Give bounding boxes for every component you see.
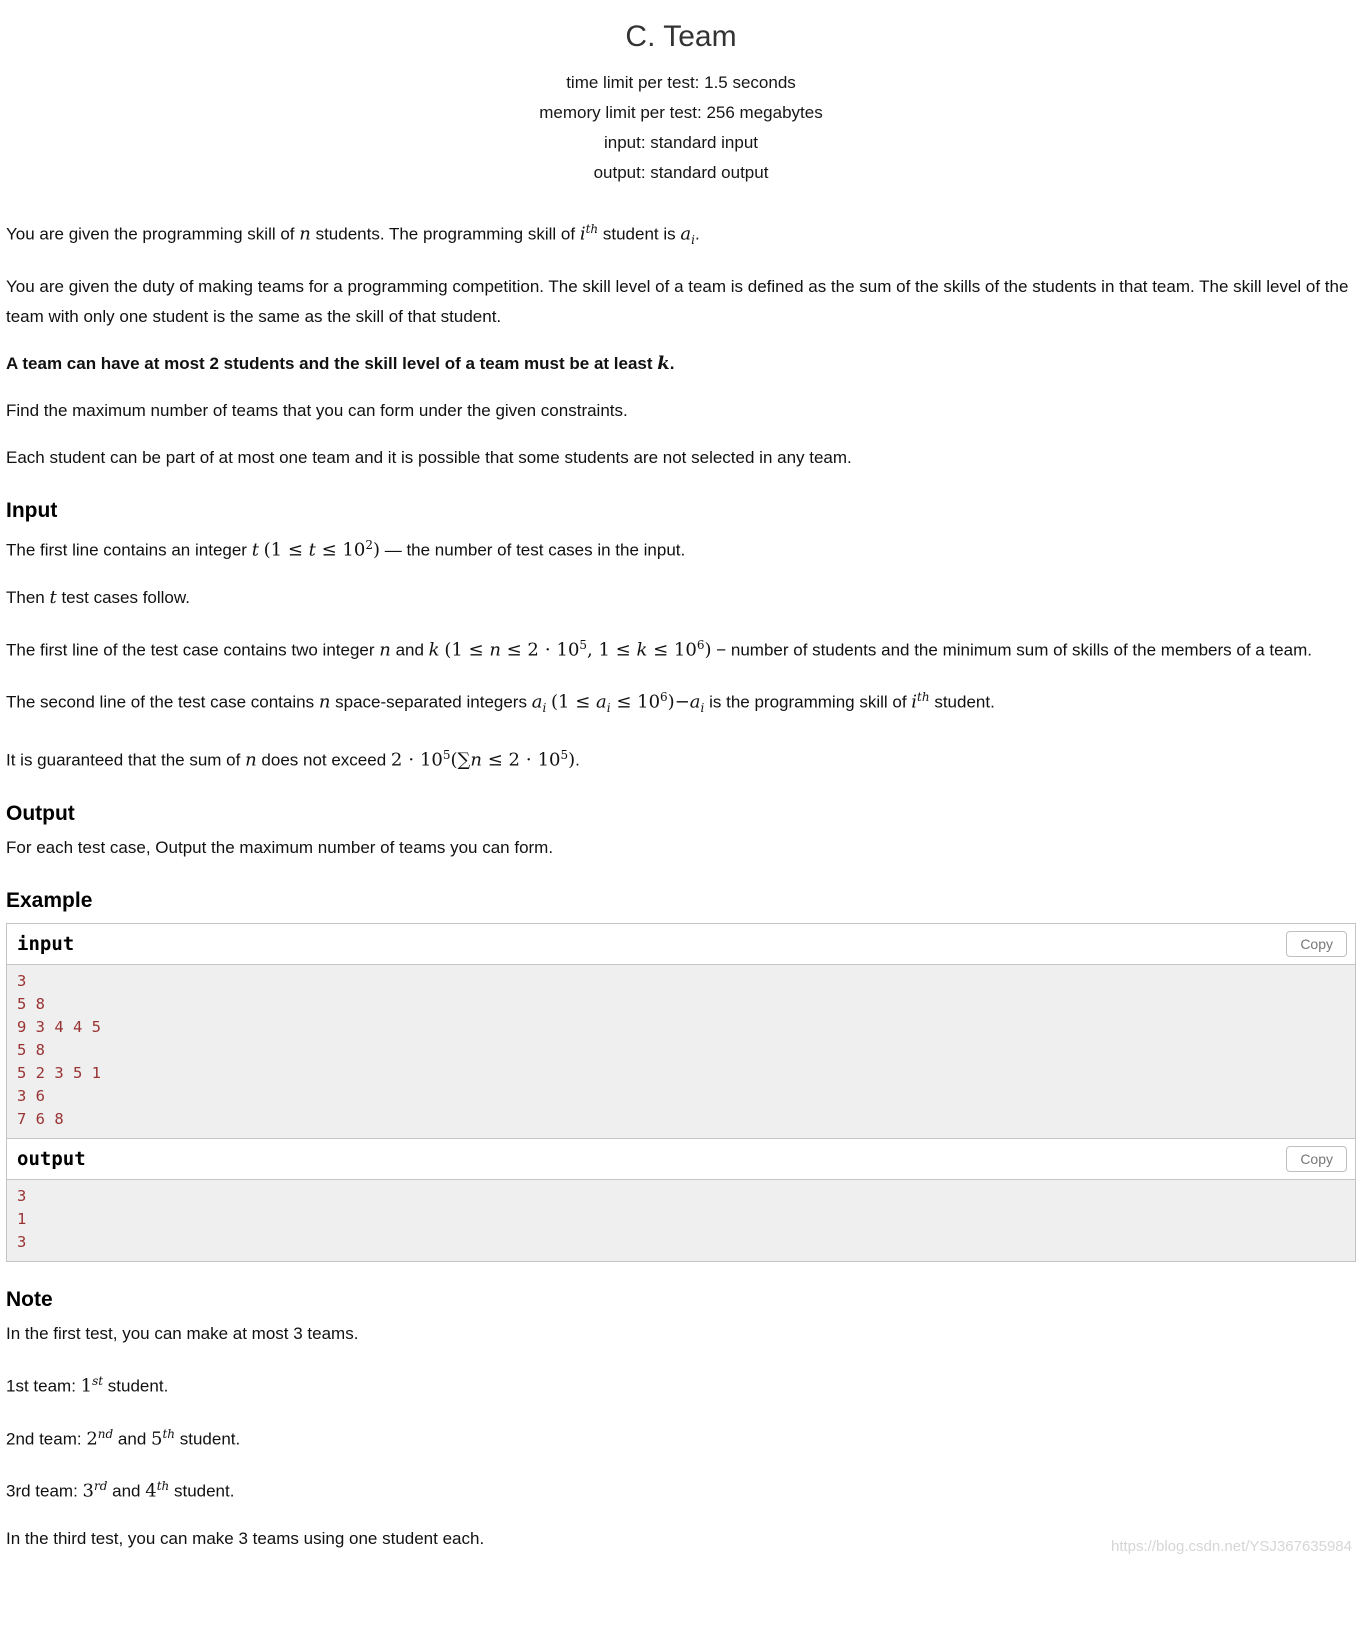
input-paragraph <box>6 583 1356 613</box>
math-token: ≤ 10 <box>610 692 661 714</box>
problem-statement <box>6 214 1356 473</box>
code-line: 3 <box>17 972 27 991</box>
math-token: n <box>379 639 391 661</box>
note-paragraph <box>6 1471 1356 1507</box>
statement-paragraph-constraint <box>6 349 1356 379</box>
code-line: 1 <box>17 1210 27 1229</box>
text-run: . <box>669 354 675 374</box>
text-run: The second line of the test case contains <box>6 693 319 713</box>
text-run: In the third test, you can make 3 teams using one student each. <box>6 1529 485 1549</box>
math-token: (∑ <box>450 750 471 772</box>
math-superscript: 6 <box>696 637 705 652</box>
statement-paragraph <box>6 272 1356 332</box>
text-run: 1st team: <box>6 1376 81 1396</box>
math-token: n <box>299 223 311 245</box>
text-run: is the programming skill of <box>704 693 912 713</box>
text-run: The first line contains an integer <box>6 540 252 560</box>
math-superscript: th <box>585 222 599 236</box>
problem-title: C. Team <box>625 20 737 53</box>
input-section <box>6 530 1356 776</box>
section-title-example: Example <box>6 889 93 913</box>
text-run: student. <box>929 693 995 713</box>
problem-header <box>6 20 1356 188</box>
sample-output-title: output <box>17 1148 86 1171</box>
text-run: space-separated integers <box>330 693 532 713</box>
math-superscript: 6 <box>660 690 668 705</box>
input-paragraph <box>6 682 1356 723</box>
copy-output-button[interactable]: Copy <box>1286 1146 1347 1172</box>
memory-limit: memory limit per test: 256 megabytes <box>539 103 823 122</box>
math-token: (1 ≤ <box>444 639 490 661</box>
math-superscript: th <box>162 1426 176 1441</box>
text-run: and <box>113 1429 152 1449</box>
math-token: ) <box>667 692 675 714</box>
note-paragraph <box>6 1419 1356 1455</box>
math-superscript: nd <box>97 1426 114 1441</box>
text-run: . <box>575 751 580 771</box>
math-token: n <box>245 750 257 772</box>
text-run: and <box>390 640 429 660</box>
math-token: 3 <box>82 1481 94 1503</box>
math-token: 1 <box>80 1375 93 1397</box>
math-superscript: st <box>92 1374 104 1389</box>
sample-output-code <box>7 1180 1355 1261</box>
text-run: student. <box>169 1482 235 1502</box>
statement-paragraph <box>6 443 1356 473</box>
code-line: 7 6 8 <box>17 1110 64 1129</box>
math-superscript: th <box>917 690 930 705</box>
text-run: does not exceed <box>256 751 391 771</box>
text-run: test cases follow. <box>56 587 190 607</box>
math-subscript: i <box>700 701 705 716</box>
sample-input-header <box>7 924 1355 965</box>
math-token: a <box>596 692 607 714</box>
code-line: 3 <box>17 1187 27 1206</box>
math-token: n <box>318 692 331 714</box>
math-superscript: 2 <box>365 538 373 553</box>
statement-paragraph <box>6 396 1356 426</box>
math-superscript: 5 <box>579 637 588 652</box>
math-token: t <box>251 539 259 561</box>
note-section <box>6 1319 1356 1554</box>
code-line: 9 3 4 4 5 <box>17 1018 101 1037</box>
output-paragraph <box>6 833 1356 863</box>
math-token: ≤ 2 ⋅ 10 <box>500 639 580 661</box>
math-token: a <box>689 692 701 714</box>
sample-output-header <box>7 1139 1355 1180</box>
math-token: t <box>308 539 316 561</box>
text-run: It is guaranteed that the sum of <box>6 751 246 771</box>
math-token: t <box>49 586 57 608</box>
text-run: − number of students and the minimum sum of skills of the members of a team. <box>711 640 1312 660</box>
input-spec: input: standard input <box>603 133 759 152</box>
math-token: 4 <box>145 1481 157 1503</box>
code-line: 3 <box>17 1233 27 1252</box>
math-token: 2 <box>86 1428 98 1450</box>
sample-tests <box>6 923 1356 1262</box>
math-token: ≤ 10 <box>315 539 366 561</box>
math-token: n <box>489 639 501 661</box>
math-token: k <box>636 639 648 661</box>
math-token: 2 ⋅ 10 <box>390 750 443 772</box>
text-run: student is <box>598 224 681 244</box>
text-run: A team can have at most 2 students and the skill level of a team must be at least <box>6 354 658 374</box>
text-run: In the first test, you can make at most 3 teams. <box>6 1324 359 1344</box>
math-superscript: 5 <box>560 748 569 763</box>
text-run: You are given the duty of making teams for a programming competition. The skill level of a team is defined as the sum of the skills of the students in that team. The skill level of the team with only one student is the same as the skill of that student. <box>6 277 1349 327</box>
input-paragraph <box>6 740 1356 776</box>
text-run: Each student can be part of at most one team and it is possible that some students are not selected in any team. <box>6 448 852 468</box>
time-limit: time limit per test: 1.5 seconds <box>566 73 796 92</box>
math-subscript: i <box>542 701 547 716</box>
text-run: For each test case, Output the maximum number of teams you can form. <box>6 838 554 858</box>
math-superscript: rd <box>94 1479 108 1494</box>
math-superscript: 5 <box>442 748 451 763</box>
math-token: a <box>680 223 692 245</box>
sample-input-title: input <box>17 933 75 956</box>
section-title-input: Input <box>6 499 58 523</box>
section-title-output: Output <box>6 802 75 826</box>
text-run: student. <box>175 1429 241 1449</box>
text-run: The first line of the test case contains two integer <box>6 640 380 660</box>
math-token: − <box>674 692 690 714</box>
code-line: 5 8 <box>17 1041 45 1060</box>
text-run: Find the maximum number of teams that you can form under the given constraints. <box>6 401 628 421</box>
code-line: 5 8 <box>17 995 45 1014</box>
math-token: ) <box>704 639 712 661</box>
text-run: 2nd team: <box>6 1429 87 1449</box>
math-token: , 1 ≤ <box>587 639 637 661</box>
output-section <box>6 833 1356 863</box>
text-run: students. The programming skill of <box>310 224 580 244</box>
math-token: i <box>911 692 918 714</box>
copy-input-button[interactable]: Copy <box>1286 931 1347 957</box>
text-run: You are given the programming skill of <box>6 224 300 244</box>
statement-paragraph <box>6 214 1356 255</box>
note-paragraph <box>6 1366 1356 1402</box>
text-run: and <box>107 1482 146 1502</box>
math-token: k <box>657 353 670 375</box>
text-run: Then <box>6 587 50 607</box>
math-superscript: th <box>156 1479 170 1494</box>
output-spec: output: standard output <box>593 163 769 182</box>
text-run: student. <box>103 1376 169 1396</box>
math-subscript: i <box>691 233 695 248</box>
math-token: ) <box>372 539 380 561</box>
code-line: 3 6 <box>17 1087 45 1106</box>
math-token: ) <box>568 750 576 772</box>
math-token: (1 ≤ <box>263 539 309 561</box>
math-token: a <box>531 692 543 714</box>
text-run: 3rd team: <box>6 1482 83 1502</box>
math-token: k <box>428 639 440 661</box>
input-paragraph <box>6 630 1356 666</box>
text-run: . <box>694 224 700 244</box>
math-token: i <box>579 223 586 245</box>
code-line: 5 2 3 5 1 <box>17 1064 101 1083</box>
input-paragraph <box>6 530 1356 566</box>
math-token: ≤ 2 ⋅ 10 <box>481 750 561 772</box>
section-title-note: Note <box>6 1288 53 1312</box>
watermark: https://blog.csdn.net/YSJ367635984 <box>1110 1538 1352 1555</box>
math-token: (1 ≤ <box>551 692 597 714</box>
math-token: 5 <box>151 1428 163 1450</box>
math-token: n <box>470 750 482 772</box>
sample-input-code <box>7 965 1355 1139</box>
text-run: — the number of test cases in the input. <box>380 540 686 560</box>
note-paragraph <box>6 1319 1356 1349</box>
math-subscript: i <box>606 701 611 716</box>
math-token: ≤ 10 <box>647 639 697 661</box>
